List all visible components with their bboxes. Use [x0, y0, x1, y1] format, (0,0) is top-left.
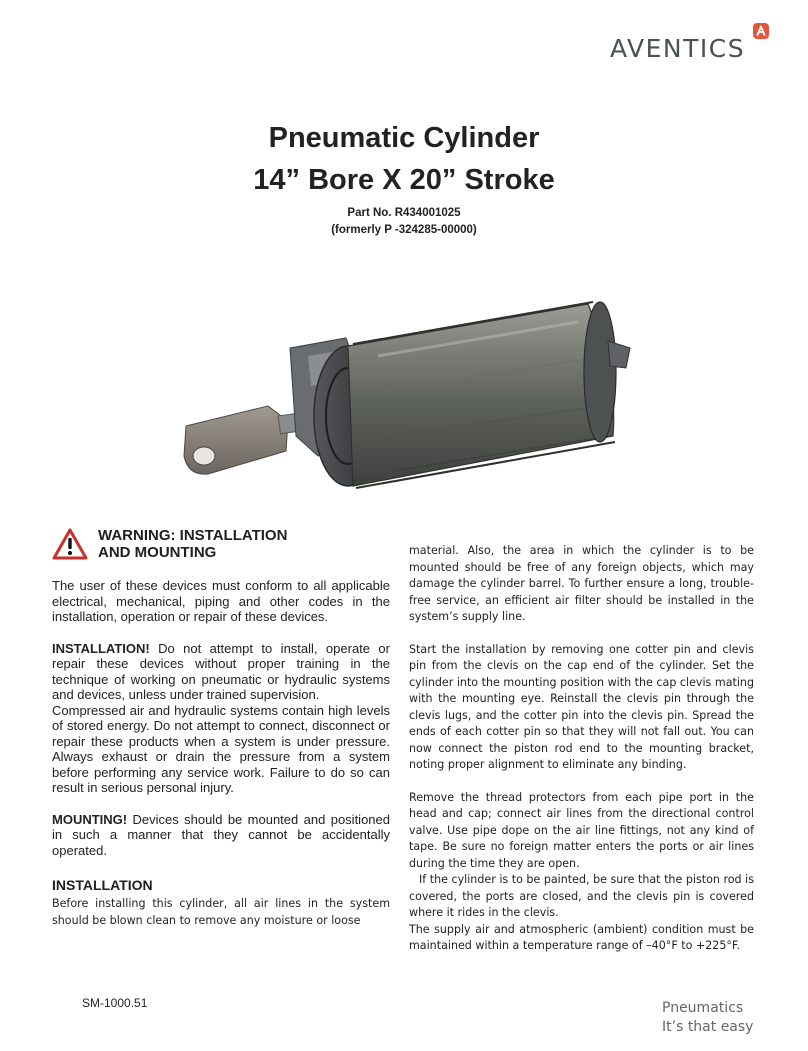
warning-heading: [52, 524, 390, 564]
page-title-line2: 14” Bore X 20” Stroke: [253, 164, 555, 196]
aventics-logo: [610, 22, 770, 66]
warning-title: [98, 527, 287, 561]
warning-title-line1: WARNING: INSTALLATION: [98, 527, 288, 544]
tagline-line1: Pneumatics: [662, 1000, 744, 1016]
warning-paragraph-pressure: Compressed air and hydraulic systems contain high levels of stored energy. Do not attempt to connect, disconnect or repair these products when a system is under pressure. Always exhaust or drain the pressure from a system before performing any service work. Failure to do so can result in serious personal injury.: [52, 702, 390, 795]
part-number-block: [0, 205, 808, 239]
right-column: [409, 543, 754, 955]
brand-tagline: [662, 999, 753, 1037]
part-number: Part No. R434001025: [347, 207, 461, 219]
right-paragraph-clevis: Start the installation by removing one cotter pin and clevis pin from the clevis on the cap end of the cylinder. Set the cylinder into the mounting position with the cap clevis mating with the mounting eye. Reinstall the clevis pin through the clevis lugs, and the cotter pin into the clevis pin. Spread the ends of each cotter pin so that they will not fall out. You can now connect the piston rod end to the mounting bracket, noting proper alignment to eliminate any binding.: [409, 642, 754, 771]
left-column: [52, 524, 390, 929]
former-part-number: (formerly P -324285-00000): [331, 224, 477, 236]
installation-text: Do not attempt to install, operate or repair these devices without proper training in the technique of working on pneumatic or hydraulic systems and devices, unless under trained supervision.: [52, 640, 390, 702]
warning-paragraph-mounting: [52, 812, 390, 859]
mounting-text: Devices should be mounted and positioned in such a manner that they cannot be accidentally operated.: [52, 811, 390, 858]
warning-title-line2: AND MOUNTING: [98, 544, 217, 561]
right-paragraph-temperature: The supply air and atmospheric (ambient) condition must be maintained within a temperature range of –40°F to +225°F.: [409, 922, 754, 952]
right-paragraph-ports: Remove the thread protectors from each pipe port in the head and cap; connect air lines from the directional control valve. Use pipe dope on the air line fittings, not any kind of tape. Be sure no foreign matter enters the ports or air lines during the time they are open.: [409, 790, 754, 870]
right-paragraph-painting: If the cylinder is to be painted, be sure that the piston rod is covered, the ports are closed, and the clevis pin is covered where it rides in the clevis.: [409, 873, 754, 919]
document-code: SM-1000.51: [82, 996, 148, 1010]
aventics-a-mark-icon: [752, 22, 770, 40]
warning-triangle-icon: [52, 528, 88, 560]
warning-paragraph-installation: [52, 641, 390, 703]
installation-lead: INSTALLATION!: [52, 640, 150, 656]
warning-paragraph-codes: The user of these devices must conform to all applicable electrical, mechanical, piping and other codes in the installation, operation or repair of these devices.: [52, 578, 390, 624]
installation-heading: INSTALLATION: [52, 877, 153, 893]
tagline-line2: It’s that easy: [662, 1019, 754, 1035]
mounting-lead: MOUNTING!: [52, 811, 128, 827]
brand-name: AVENTICS: [610, 34, 746, 63]
right-paragraph-material: material. Also, the area in which the cylinder is to be mounted should be free of any foreign objects, which may damage the cylinder barrel. To further ensure a long, trouble-free service, an efficient air filter should be installed in the system’s supply line.: [409, 544, 754, 623]
installation-paragraph: Before installing this cylinder, all air lines in the system should be blown clean to remove any moisture or loose: [52, 897, 390, 927]
pneumatic-cylinder-photo: [178, 296, 633, 511]
page-title-line1: Pneumatic Cylinder: [268, 122, 540, 154]
